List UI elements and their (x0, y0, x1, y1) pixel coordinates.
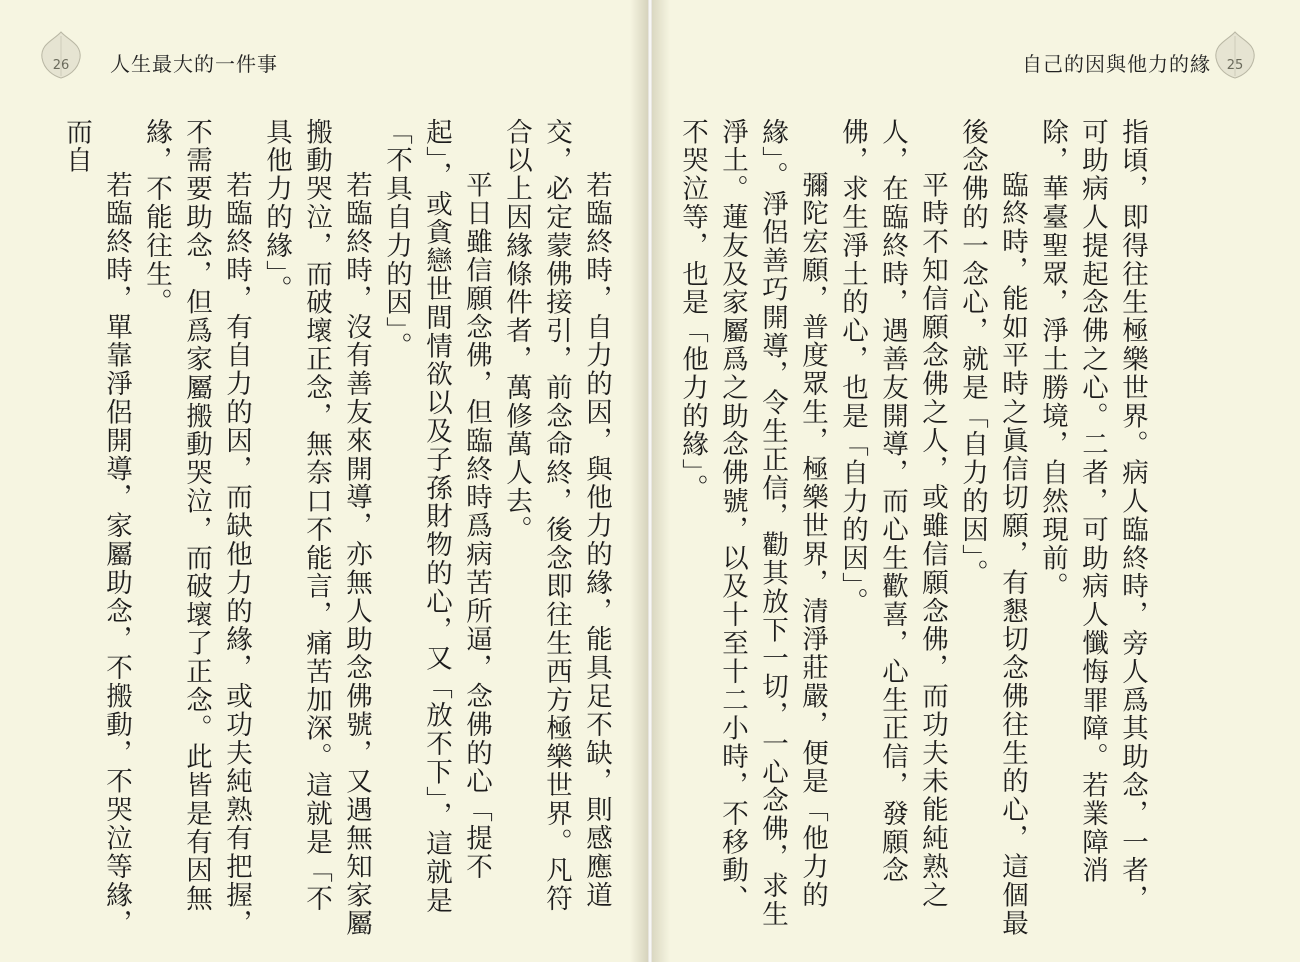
right-page-body (677, 118, 1152, 938)
running-title-left: 人生最大的一件事 (110, 52, 278, 76)
paragraph: 平日雖信願念佛，但臨終時爲病苦所逼，念佛的心「提不起」，或貪戀世間情欲以及子孫財物的心，又「放不下」，這就是「不具自力的因」。 (381, 118, 492, 916)
running-title-right: 自己的因與他力的緣 (1022, 52, 1211, 76)
page-number-left: 26 (52, 58, 70, 73)
paragraph: 平時不知信願念佛之人，或雖信願念佛，而功夫未能純熟之人，在臨終時，遇善友開導，而心生歡喜，心生正信，發願念佛，求生淨土的心，也是「自力的因」。 (837, 118, 948, 910)
left-page (0, 0, 648, 962)
paragraph: 彌陀宏願，普度眾生，極樂世界，清淨莊嚴，便是「他力的緣」。淨侶善巧開導，令生正信，勸其放下一切，一心念佛，求生淨土。蓮友及家屬爲之助念佛號，以及十至十二小時，不移動、不哭泣等，也是「他力的緣」。 (677, 118, 828, 929)
paragraph: 若臨終時，有自力的因，而缺他力的緣，或功夫純熟有把握，不需要助念，但爲家屬搬動哭泣，而破壞了正念。此皆是有因無緣，不能往生。 (141, 118, 252, 938)
paragraph: 臨終時，能如平時之眞信切願，有懇切念佛往生的心，這個最後念佛的一念心，就是「自力的因」。 (957, 118, 1028, 938)
paragraph: 若臨終時，自力的因，與他力的緣，能具足不缺，則感應道交，必定蒙佛接引，前念命終，後念即往生西方極樂世界。凡符合以上因緣條件者，萬修萬人去。 (501, 118, 612, 914)
book-gutter (630, 0, 670, 962)
paragraph: 若臨終時，單靠淨侶開導，家屬助念，不搬動，不哭泣等緣，而自 (61, 118, 132, 938)
left-page-body (61, 118, 616, 938)
paragraph: 若臨終時，沒有善友來開導，亦無人助念佛號，又遇無知家屬搬動哭泣，而破壞正念，無奈口不能言，痛苦加深。這就是「不具他力的緣」。 (261, 118, 372, 938)
right-page (652, 0, 1300, 962)
page-number-right: 25 (1226, 58, 1244, 73)
paragraph: 指頃，即得往生極樂世界。病人臨終時，旁人爲其助念，一者，可助病人提起念佛之心。二者，可助病人懺悔罪障。若業障消除，華臺聖眾，淨土勝境，自然現前。 (1037, 118, 1148, 914)
